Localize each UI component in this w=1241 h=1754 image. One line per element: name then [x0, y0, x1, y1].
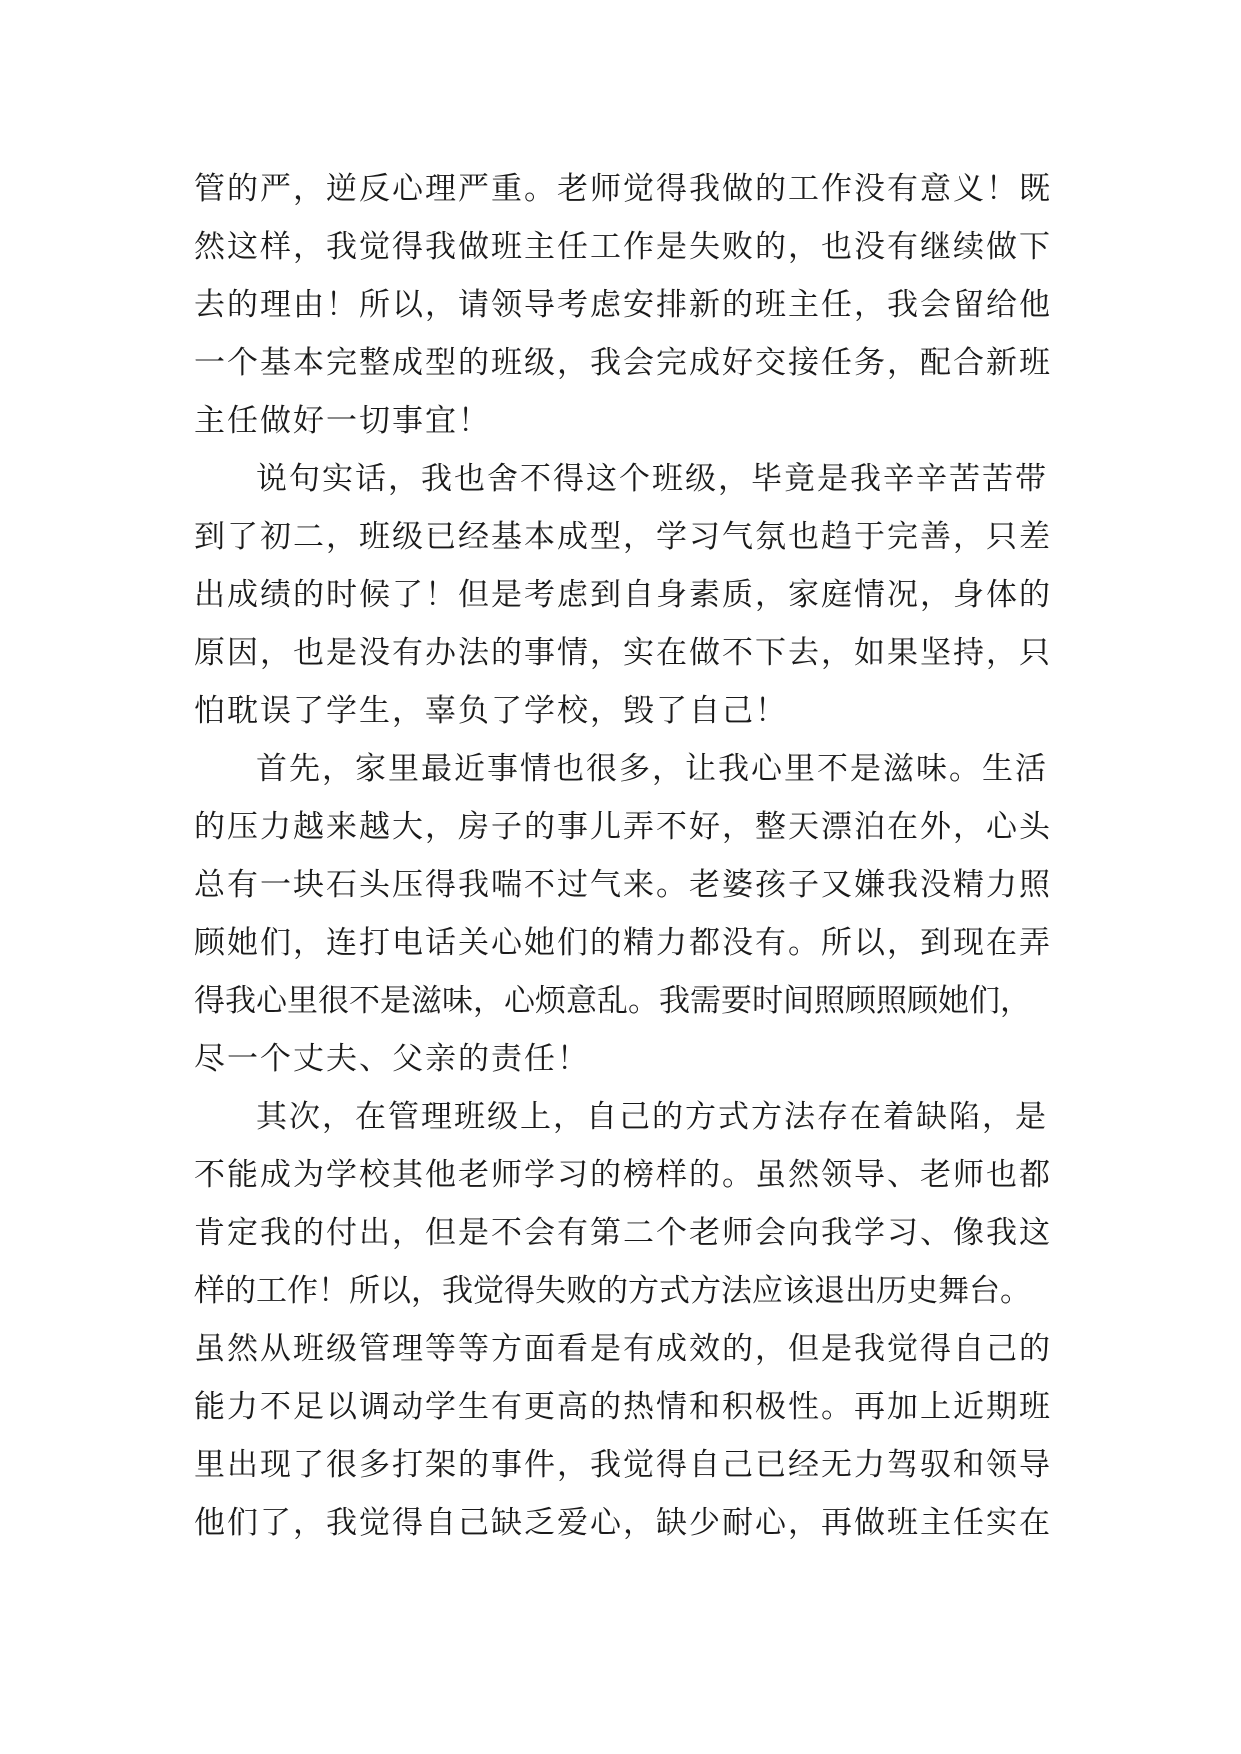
text-line: 主任做好一切事宜！: [194, 403, 491, 439]
text-line: 能力不足以调动学生有更高的热情和积极性。再加上近期班: [194, 1389, 1052, 1425]
text-line: 的压力越来越大，房子的事儿弄不好，整天漂泊在外，心头: [194, 809, 1052, 845]
text-line: 出成绩的时候了！但是考虑到自身素质，家庭情况，身体的: [194, 577, 1052, 613]
paragraph-first-line: 说句实话，我也舍不得这个班级，毕竟是我辛辛苦苦带: [256, 461, 1048, 497]
text-line: 然这样，我觉得我做班主任工作是失败的，也没有继续做下: [194, 229, 1052, 265]
text-line: 顾她们，连打电话关心她们的精力都没有。所以，到现在弄: [194, 925, 1052, 961]
text-line: 肯定我的付出，但是不会有第二个老师会向我学习、像我这: [194, 1215, 1052, 1251]
text-line: 虽然从班级管理等等方面看是有成效的，但是我觉得自己的: [194, 1331, 1052, 1367]
text-line: 去的理由！所以，请领导考虑安排新的班主任，我会留给他: [194, 287, 1052, 323]
text-line: 总有一块石头压得我喘不过气来。老婆孩子又嫌我没精力照: [194, 867, 1052, 903]
paragraph-first-line: 首先，家里最近事情也很多，让我心里不是滋味。生活: [256, 751, 1048, 787]
text-line: 他们了，我觉得自己缺乏爱心，缺少耐心，再做班主任实在: [194, 1505, 1052, 1541]
text-line: 到了初二，班级已经基本成型，学习气氛也趋于完善，只差: [194, 519, 1052, 555]
text-line: 里出现了很多打架的事件，我觉得自己已经无力驾驭和领导: [194, 1447, 1052, 1483]
text-line: 尽一个丈夫、父亲的责任！: [194, 1041, 590, 1077]
text-line: 怕耽误了学生，辜负了学校，毁了自己！: [194, 693, 788, 729]
paragraph-first-line: 其次，在管理班级上，自己的方式方法存在着缺陷，是: [256, 1099, 1048, 1135]
text-line: 样的工作！所以，我觉得失败的方式方法应该退出历史舞台。: [194, 1273, 1031, 1309]
text-line: 原因，也是没有办法的事情，实在做不下去，如果坚持，只: [194, 635, 1052, 671]
text-line: 管的严，逆反心理严重。老师觉得我做的工作没有意义！既: [194, 171, 1052, 207]
document-body: [194, 160, 1054, 1552]
text-line: 一个基本完整成型的班级，我会完成好交接任务，配合新班: [194, 345, 1052, 381]
text-line: 不能成为学校其他老师学习的榜样的。虽然领导、老师也都: [194, 1157, 1052, 1193]
text-line: 得我心里很不是滋味，心烦意乱。我需要时间照顾照顾她们，: [194, 983, 1031, 1019]
